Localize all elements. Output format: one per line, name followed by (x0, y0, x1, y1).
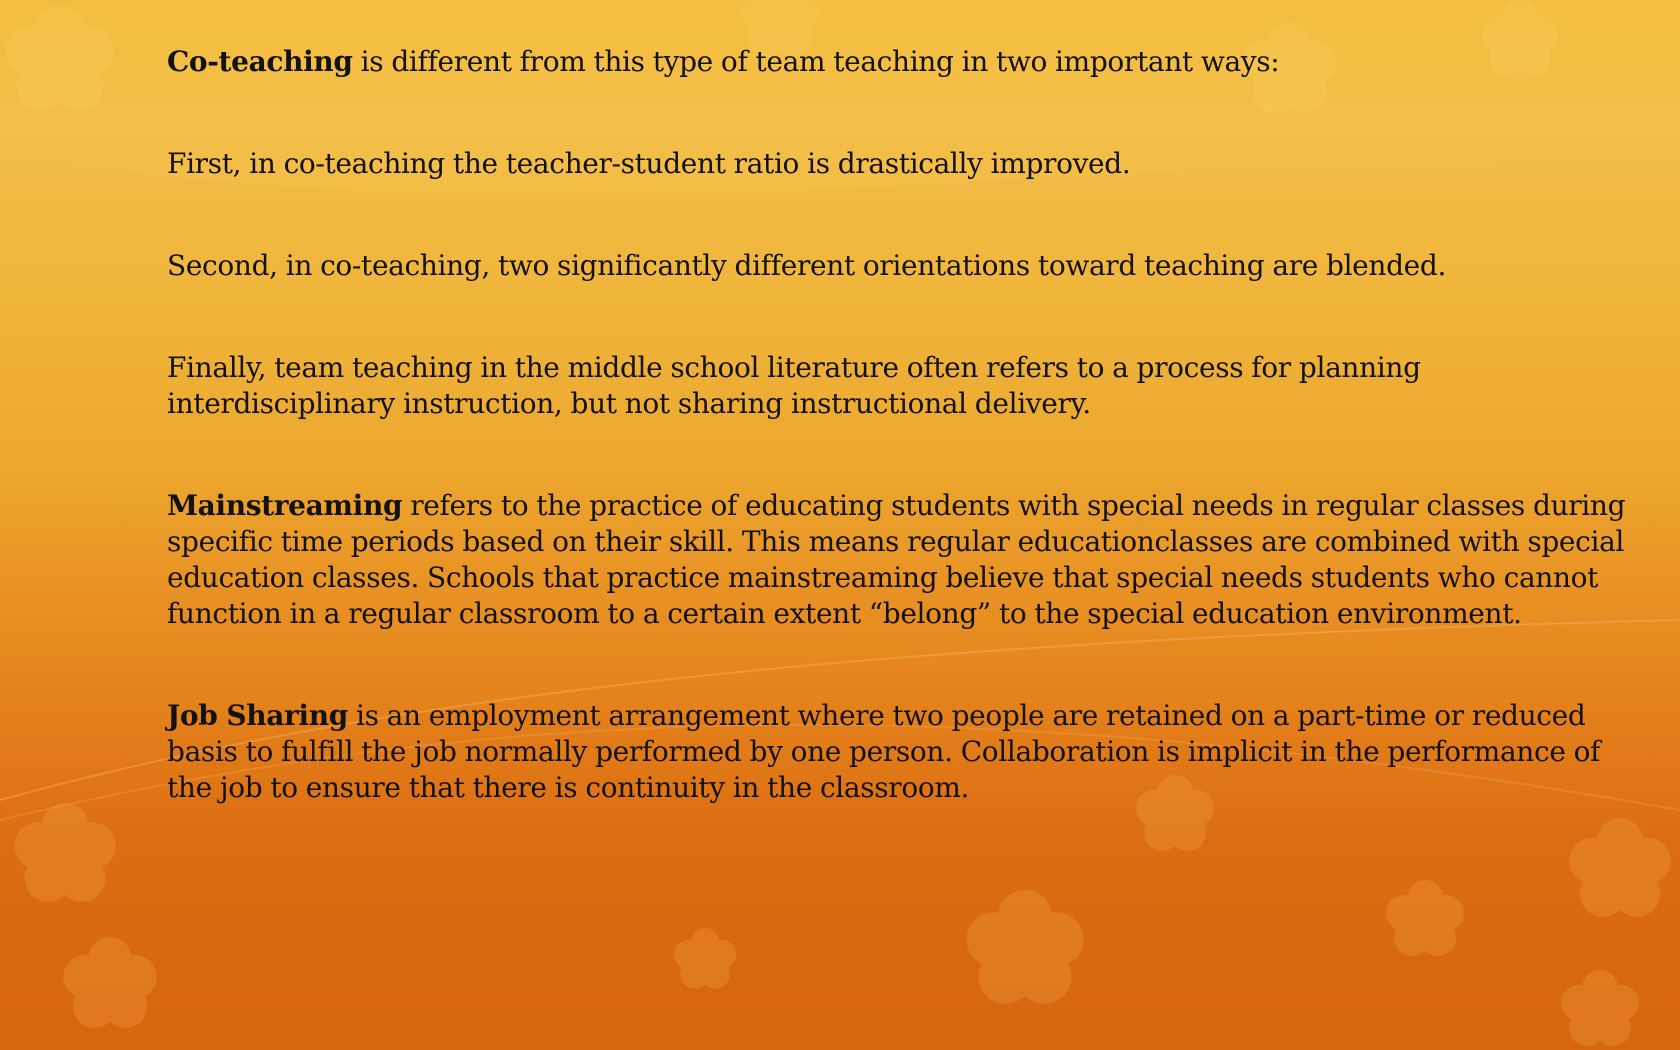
paragraph-text: Finally, team teaching in the middle school literature often refers to a process for planning interdisciplinary instruction, but not sharing instructional delivery. (167, 351, 1421, 420)
paragraph-text: is an employment arrangement where two people are retained on a part-time or reduced basis to fulfill the job normally performed by one person. Collaboration is implicit in the performance of the job to ensure that there is continuity in the classroom. (167, 699, 1601, 804)
paragraph-text: refers to the practice of educating students with special needs in regular classes during specific time periods based on their skill. This means regular educationclasses are combined with special education classes. Schools that practice mainstreaming believe that special needs students who cannot function in a regular classroom to a certain extent “belong” to the special education environment. (167, 489, 1626, 630)
paragraph-final-difference (167, 350, 1627, 422)
paragraph-mainstreaming (167, 488, 1627, 632)
term-mainstreaming: Mainstreaming (167, 489, 403, 522)
paragraph-co-teaching (167, 44, 1627, 80)
paragraph-text: First, in co-teaching the teacher-student ratio is drastically improved. (167, 147, 1131, 180)
paragraph-text: is different from this type of team teaching in two important ways: (352, 45, 1280, 78)
term-job-sharing: Job Sharing (167, 699, 348, 732)
paragraph-text: Second, in co-teaching, two significantly different orientations toward teaching are blended. (167, 249, 1446, 282)
term-co-teaching: Co-teaching (167, 45, 353, 78)
paragraph-job-sharing (167, 698, 1627, 806)
slide-text-body (167, 44, 1627, 806)
paragraph-first-difference (167, 146, 1627, 182)
paragraph-second-difference (167, 248, 1627, 284)
